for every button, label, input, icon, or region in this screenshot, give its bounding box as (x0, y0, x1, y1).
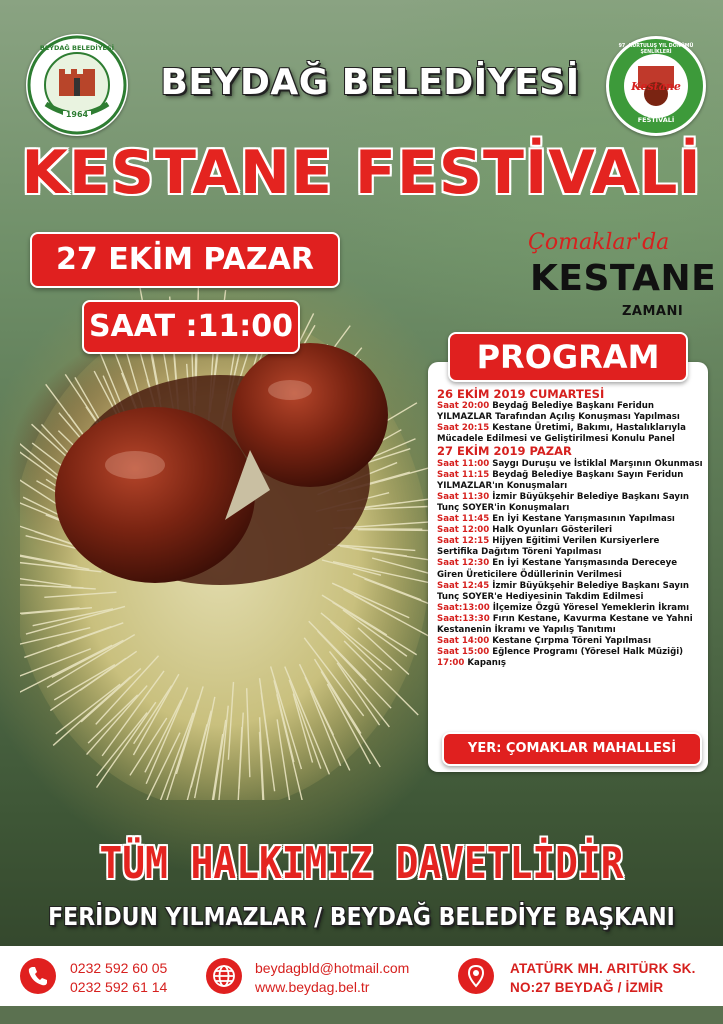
program-title: PROGRAM (448, 332, 688, 382)
program-item-text: Kestane Çırpma Töreni Yapılması (492, 636, 652, 647)
program-item-text: Hijyen Eğitimi Verilen Kursiyerlere Sertifika Dağıtım Töreni Yapılması (437, 536, 660, 558)
program-list (437, 388, 703, 669)
program-item (437, 636, 703, 647)
footer-strip (0, 1006, 723, 1024)
time-badge: SAAT :11:00 (82, 300, 300, 354)
location-badge: YER: ÇOMAKLAR MAHALLESİ (442, 732, 702, 766)
phone-icon (20, 958, 56, 994)
program-item-time: Saat 20:15 (437, 423, 490, 434)
program-item (437, 423, 703, 445)
address (510, 959, 696, 997)
address-line-2: NO:27 BEYDAĞ / İZMİR (510, 980, 664, 995)
program-item-time: Saat 12:45 (437, 580, 490, 591)
tagline-script: Çomaklar'da (528, 230, 670, 255)
logo-right-brand: Kestane (631, 80, 681, 93)
program-item-time: Saat 12:15 (437, 536, 490, 547)
program-item-text: Beydağ Belediye Başkanı Feridun YILMAZLAR Tarafından Açılış Konuşması Yapılması (437, 401, 680, 423)
date-badge: 27 EKİM PAZAR (30, 232, 340, 288)
festival-title: KESTANE FESTİVALİ (21, 138, 702, 208)
tagline-sub: ZAMANI (622, 304, 684, 319)
program-item-text: İlçemize Özgü Yöresel Yemeklerin İkramı (492, 602, 690, 613)
program-item-text: Halk Oyunları Gösterileri (492, 525, 613, 536)
program-item (437, 558, 703, 580)
logo-right-text: 97. KURTULUŞ YIL DÖNÜMÜ ŞENLİKLERİ (618, 44, 694, 55)
program-item-text: En İyi Kestane Yarışmasında Dereceye Giren Üreticilere Ödüllerinin Verilmesi (437, 558, 678, 580)
web-contacts (255, 959, 409, 997)
program-item (437, 603, 703, 614)
program-item-text: Fırın Kestane, Kavurma Kestane ve Yahni Kestanenin İkramı ve Yapılış Tanıtımı (437, 613, 693, 635)
program-item (437, 470, 703, 492)
program-day: 27 EKİM 2019 PAZAR (437, 444, 572, 459)
program-item (437, 614, 703, 636)
program-item-text: Kapanış (467, 658, 506, 669)
program-item (437, 401, 703, 423)
address-line-1: ATATÜRK MH. ARITÜRK SK. (510, 961, 696, 976)
email-link[interactable]: beydagbld@hotmail.com (255, 960, 410, 976)
program-item-time: Saat 15:00 (437, 647, 490, 658)
website-link[interactable]: www.beydag.bel.tr (255, 979, 370, 995)
logo-left-text: BEYDAĞ BELEDİYESİ (39, 44, 115, 52)
program-item-time: Saat 14:00 (437, 636, 490, 647)
program-item (437, 536, 703, 558)
tagline-main: KESTANE (530, 258, 717, 299)
logo-left-year: 1964 (65, 110, 89, 119)
municipality-title: BEYDAĞ BELEDİYESİ (160, 62, 580, 103)
phone-number-2[interactable]: 0232 592 61 14 (70, 979, 168, 995)
phone-numbers (70, 959, 167, 997)
festival-logo (606, 36, 706, 136)
location-pin-icon (458, 958, 494, 994)
program-day: 26 EKİM 2019 CUMARTESİ (437, 387, 605, 401)
program-item (437, 459, 703, 470)
program-item-time: Saat 12:30 (437, 558, 490, 569)
globe-icon (206, 958, 242, 994)
program-item-time: Saat 11:45 (437, 514, 490, 525)
program-item (437, 658, 703, 669)
program-item-time: Saat:13:00 (437, 602, 490, 613)
program-item (437, 492, 703, 514)
program-item-time: Saat 12:00 (437, 525, 490, 536)
program-item-time: Saat 11:15 (437, 469, 490, 480)
program-item-text: Saygı Duruşu ve İstiklal Marşının Okunması (492, 458, 703, 469)
signature-text: FERİDUN YILMAZLAR / BEYDAĞ BELEDİYE BAŞKANI (48, 902, 675, 931)
phone-number-1[interactable]: 0232 592 60 05 (70, 960, 168, 976)
program-item (437, 525, 703, 536)
program-item-time: Saat:13:30 (437, 613, 490, 624)
program-item-text: Eğlence Programı (Yöresel Halk Müziği) (492, 647, 684, 658)
program-item-time: Saat 11:00 (437, 458, 490, 469)
program-item (437, 581, 703, 603)
municipality-logo (26, 34, 128, 136)
program-item-text: İzmir Büyükşehir Belediye Başkanı Sayın Tunç SOYER'e Hediyesinin Takdim Edilmesi (437, 580, 690, 602)
program-item (437, 647, 703, 658)
program-item-time: Saat 11:30 (437, 491, 490, 502)
program-item-text: Kestane Üretimi, Bakımı, Hastalıklarıyla Mücadele Edilmesi ve Geliştirilmesi Konulu Panel (437, 423, 686, 445)
program-item-text: Beydağ Belediye Başkanı Sayın Feridun YILMAZLAR'ın Konuşmaları (437, 469, 684, 491)
program-item-text: En İyi Kestane Yarışmasının Yapılması (492, 514, 675, 525)
program-item-text: İzmir Büyükşehir Belediye Başkanı Sayın Tunç SOYER'in Konuşmaları (437, 491, 690, 513)
program-item-time: Saat 20:00 (437, 401, 490, 412)
invitation-text: TÜM HALKIMIZ DAVETLİDİR (99, 838, 624, 889)
logo-right-sub: FESTİVALİ (637, 116, 675, 124)
program-item-time: 17:00 (437, 658, 465, 669)
program-item (437, 514, 703, 525)
